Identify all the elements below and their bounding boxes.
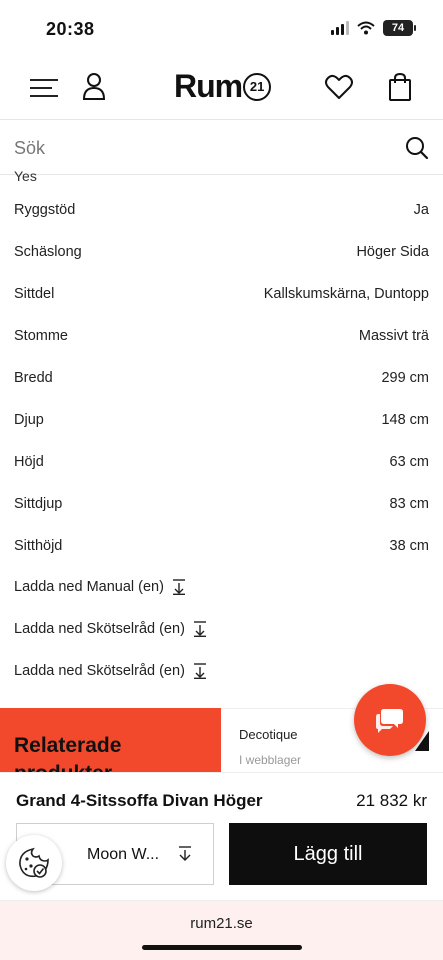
- download-icon: [193, 621, 207, 637]
- product-specs: [0, 168, 443, 708]
- download-care-link[interactable]: [14, 621, 207, 637]
- chat-icon: [374, 706, 406, 734]
- spec-row: [14, 273, 429, 315]
- spec-label: Sittdel: [14, 286, 55, 302]
- spec-value: 148 cm: [381, 412, 429, 428]
- download-care-link[interactable]: [14, 663, 207, 679]
- spec-row: [14, 357, 429, 399]
- spec-row: [14, 525, 429, 567]
- status-time: 20:38: [46, 19, 95, 39]
- product-price: 21 832 kr: [356, 791, 427, 810]
- logo-text: Rum: [174, 68, 243, 104]
- home-indicator[interactable]: [142, 945, 302, 950]
- add-to-cart-button[interactable]: Lägg till: [229, 823, 427, 885]
- signal-icon: [331, 21, 349, 35]
- status-bar: [0, 0, 443, 56]
- variant-label: Moon W...: [87, 846, 160, 863]
- download-icon: [193, 663, 207, 679]
- product-bar: [0, 772, 443, 900]
- spec-row: [14, 483, 429, 525]
- spec-label: Djup: [14, 412, 44, 428]
- user-icon[interactable]: [82, 72, 106, 100]
- spec-label: Ryggstöd: [14, 202, 76, 218]
- product-name: Grand 4-Sitssoffa Divan Höger: [16, 791, 263, 810]
- vendor-stock: I webblager: [239, 753, 302, 767]
- site-logo[interactable]: [174, 68, 271, 105]
- spec-row: [14, 231, 429, 273]
- spec-value: Massivt trä: [358, 328, 429, 344]
- spec-row: [14, 189, 429, 231]
- spec-cut-text: Yes: [14, 168, 37, 184]
- chat-button[interactable]: [354, 684, 426, 756]
- chevron-down-icon: [177, 846, 193, 862]
- spec-row: [14, 399, 429, 441]
- search-icon[interactable]: [405, 136, 429, 160]
- spec-value: 38 cm: [389, 538, 429, 554]
- heart-icon[interactable]: [325, 74, 353, 100]
- spec-value: 83 cm: [389, 496, 429, 512]
- menu-icon[interactable]: [30, 78, 58, 98]
- bag-icon[interactable]: [388, 72, 412, 102]
- wifi-icon: [357, 21, 375, 35]
- spec-row: [14, 315, 429, 357]
- spec-label: Stomme: [14, 328, 68, 344]
- download-label: Ladda ned Skötselråd (en): [14, 621, 185, 637]
- spec-value: Kallskumskärna, Duntopp: [263, 286, 429, 302]
- spec-value: Höger Sida: [356, 244, 429, 260]
- vendor-name: Decotique: [239, 727, 298, 742]
- related-title: Relaterade: [14, 734, 122, 757]
- spec-label: Bredd: [14, 370, 53, 386]
- download-label: Ladda ned Skötselråd (en): [14, 663, 185, 679]
- spec-label: Sittdjup: [14, 496, 63, 512]
- battery-icon: 74: [383, 20, 413, 36]
- spec-value: 299 cm: [381, 370, 429, 386]
- browser-url[interactable]: rum21.se: [190, 915, 253, 932]
- download-label: Ladda ned Manual (en): [14, 579, 164, 595]
- spec-label: Sitthöjd: [14, 538, 63, 554]
- cookie-icon: [17, 846, 51, 880]
- spec-label: Schäslong: [14, 244, 82, 260]
- download-manual-link[interactable]: [14, 579, 186, 595]
- spec-row: [14, 441, 429, 483]
- logo-badge: 21: [243, 73, 271, 101]
- status-icons: [331, 20, 413, 36]
- cookie-settings-button[interactable]: [6, 835, 62, 891]
- browser-bar: [0, 900, 443, 960]
- site-header: [0, 56, 443, 120]
- spec-label: Höjd: [14, 454, 44, 470]
- download-icon: [172, 579, 186, 595]
- search-input[interactable]: [14, 135, 374, 161]
- spec-value: 63 cm: [389, 454, 429, 470]
- search-bar: [0, 121, 443, 175]
- related-banner: [0, 708, 221, 772]
- spec-value: Ja: [413, 202, 429, 218]
